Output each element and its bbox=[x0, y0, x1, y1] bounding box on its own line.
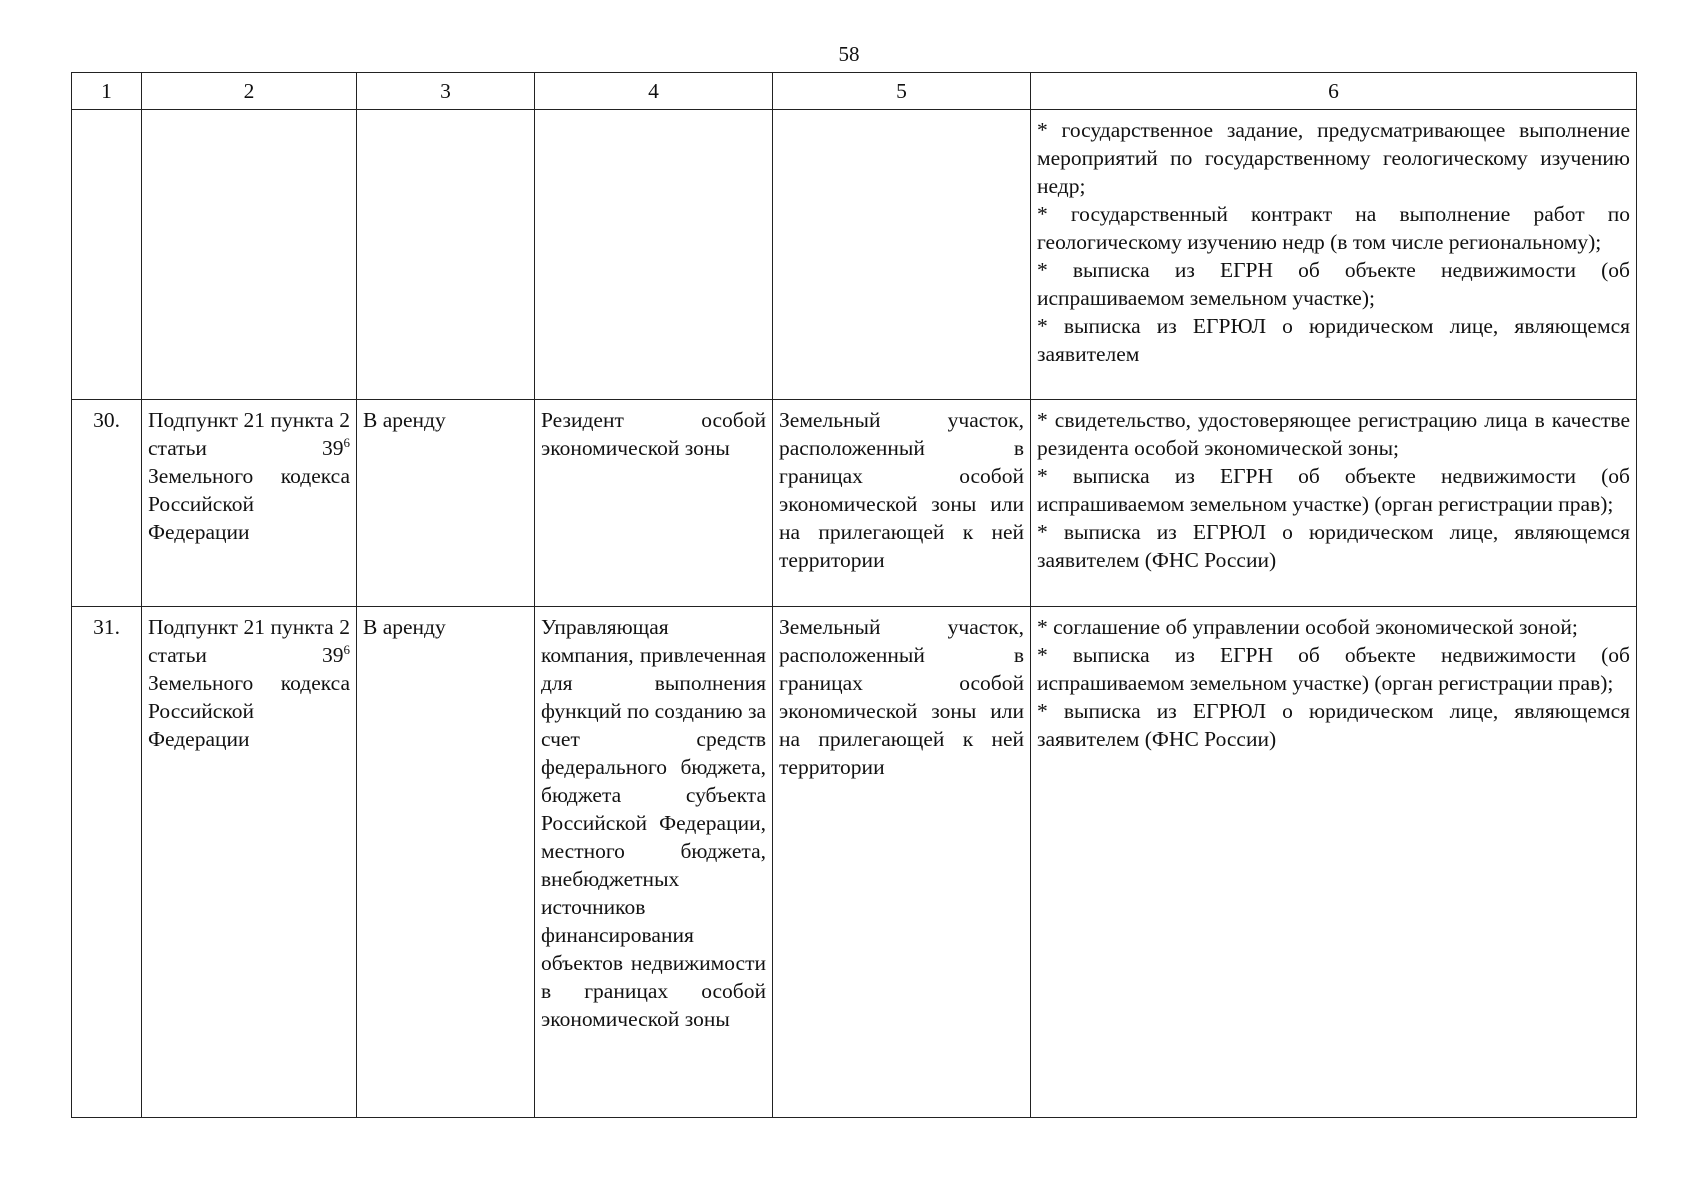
provision-type-cell bbox=[357, 110, 535, 400]
document-item: * выписка из ЕГРН об объекте недвижимости (об испрашиваемом земельном участке) (орган регистрации прав); bbox=[1037, 643, 1630, 695]
column-header-3: 3 bbox=[357, 73, 535, 110]
row-number: 30. bbox=[72, 400, 142, 607]
column-header-2: 2 bbox=[142, 73, 357, 110]
row-number bbox=[72, 110, 142, 400]
documents-cell bbox=[1031, 110, 1637, 400]
page-number: 58 bbox=[838, 42, 860, 66]
documents-cell bbox=[1031, 400, 1637, 607]
table-row bbox=[72, 110, 1637, 400]
document-item: * государственный контракт на выполнение работ по геологическому изучению недр (в том числе региональному); bbox=[1037, 202, 1630, 254]
legal-basis-rest: Земельного кодекса Российской Федерации bbox=[148, 464, 350, 544]
article-superscript: 6 bbox=[343, 434, 350, 450]
document-item: * соглашение об управлении особой экономической зоной; bbox=[1037, 615, 1578, 639]
document-item: * государственное задание, предусматривающее выполнение мероприятий по государственному геологическому изучению недр; bbox=[1037, 118, 1630, 198]
column-header-1: 1 bbox=[72, 73, 142, 110]
table-row bbox=[72, 400, 1637, 607]
table-row bbox=[72, 607, 1637, 1118]
document-item: * свидетельство, удостоверяющее регистрацию лица в качестве резидента особой экономической зоны; bbox=[1037, 408, 1630, 460]
provision-type-cell: В аренду bbox=[357, 607, 535, 1118]
legal-basis-rest: Земельного кодекса Российской Федерации bbox=[148, 671, 350, 751]
land-plot-cell bbox=[773, 110, 1031, 400]
document-table bbox=[71, 72, 1637, 1118]
row-number: 31. bbox=[72, 607, 142, 1118]
header-row bbox=[72, 73, 1637, 110]
column-header-4: 4 bbox=[535, 73, 773, 110]
article-superscript: 6 bbox=[343, 641, 350, 657]
provision-type-cell: В аренду bbox=[357, 400, 535, 607]
legal-basis-text: Подпункт 21 пункта 2 статьи 39 bbox=[148, 408, 350, 460]
applicant-cell bbox=[535, 110, 773, 400]
document-item: * выписка из ЕГРН об объекте недвижимости (об испрашиваемом земельном участке); bbox=[1037, 258, 1630, 310]
land-plot-cell: Земельный участок, расположенный в границах особой экономической зоны или на прилегающей к ней территории bbox=[773, 607, 1031, 1118]
column-header-6: 6 bbox=[1031, 73, 1637, 110]
document-item: * выписка из ЕГРЮЛ о юридическом лице, являющемся заявителем bbox=[1037, 314, 1630, 366]
legal-basis-text: Подпункт 21 пункта 2 статьи 39 bbox=[148, 615, 350, 667]
legal-basis-cell bbox=[142, 110, 357, 400]
applicant-cell: Резидент особой экономической зоны bbox=[535, 400, 773, 607]
applicant-cell: Управляющая компания, привлеченная для выполнения функций по созданию за счет средств федерального бюджета, бюджета субъекта Российской Федерации, местного бюджета, внебюджетных источников финансирования объектов недвижимости в границах особой экономической зоны bbox=[535, 607, 773, 1118]
legal-basis-cell bbox=[142, 400, 357, 607]
legal-basis-cell bbox=[142, 607, 357, 1118]
land-plot-cell: Земельный участок, расположенный в границах особой экономической зоны или на прилегающей к ней территории bbox=[773, 400, 1031, 607]
document-item: * выписка из ЕГРЮЛ о юридическом лице, являющемся заявителем (ФНС России) bbox=[1037, 520, 1630, 572]
column-header-5: 5 bbox=[773, 73, 1031, 110]
documents-cell bbox=[1031, 607, 1637, 1118]
document-item: * выписка из ЕГРН об объекте недвижимости (об испрашиваемом земельном участке) (орган регистрации прав); bbox=[1037, 464, 1630, 516]
document-item: * выписка из ЕГРЮЛ о юридическом лице, являющемся заявителем (ФНС России) bbox=[1037, 699, 1630, 751]
